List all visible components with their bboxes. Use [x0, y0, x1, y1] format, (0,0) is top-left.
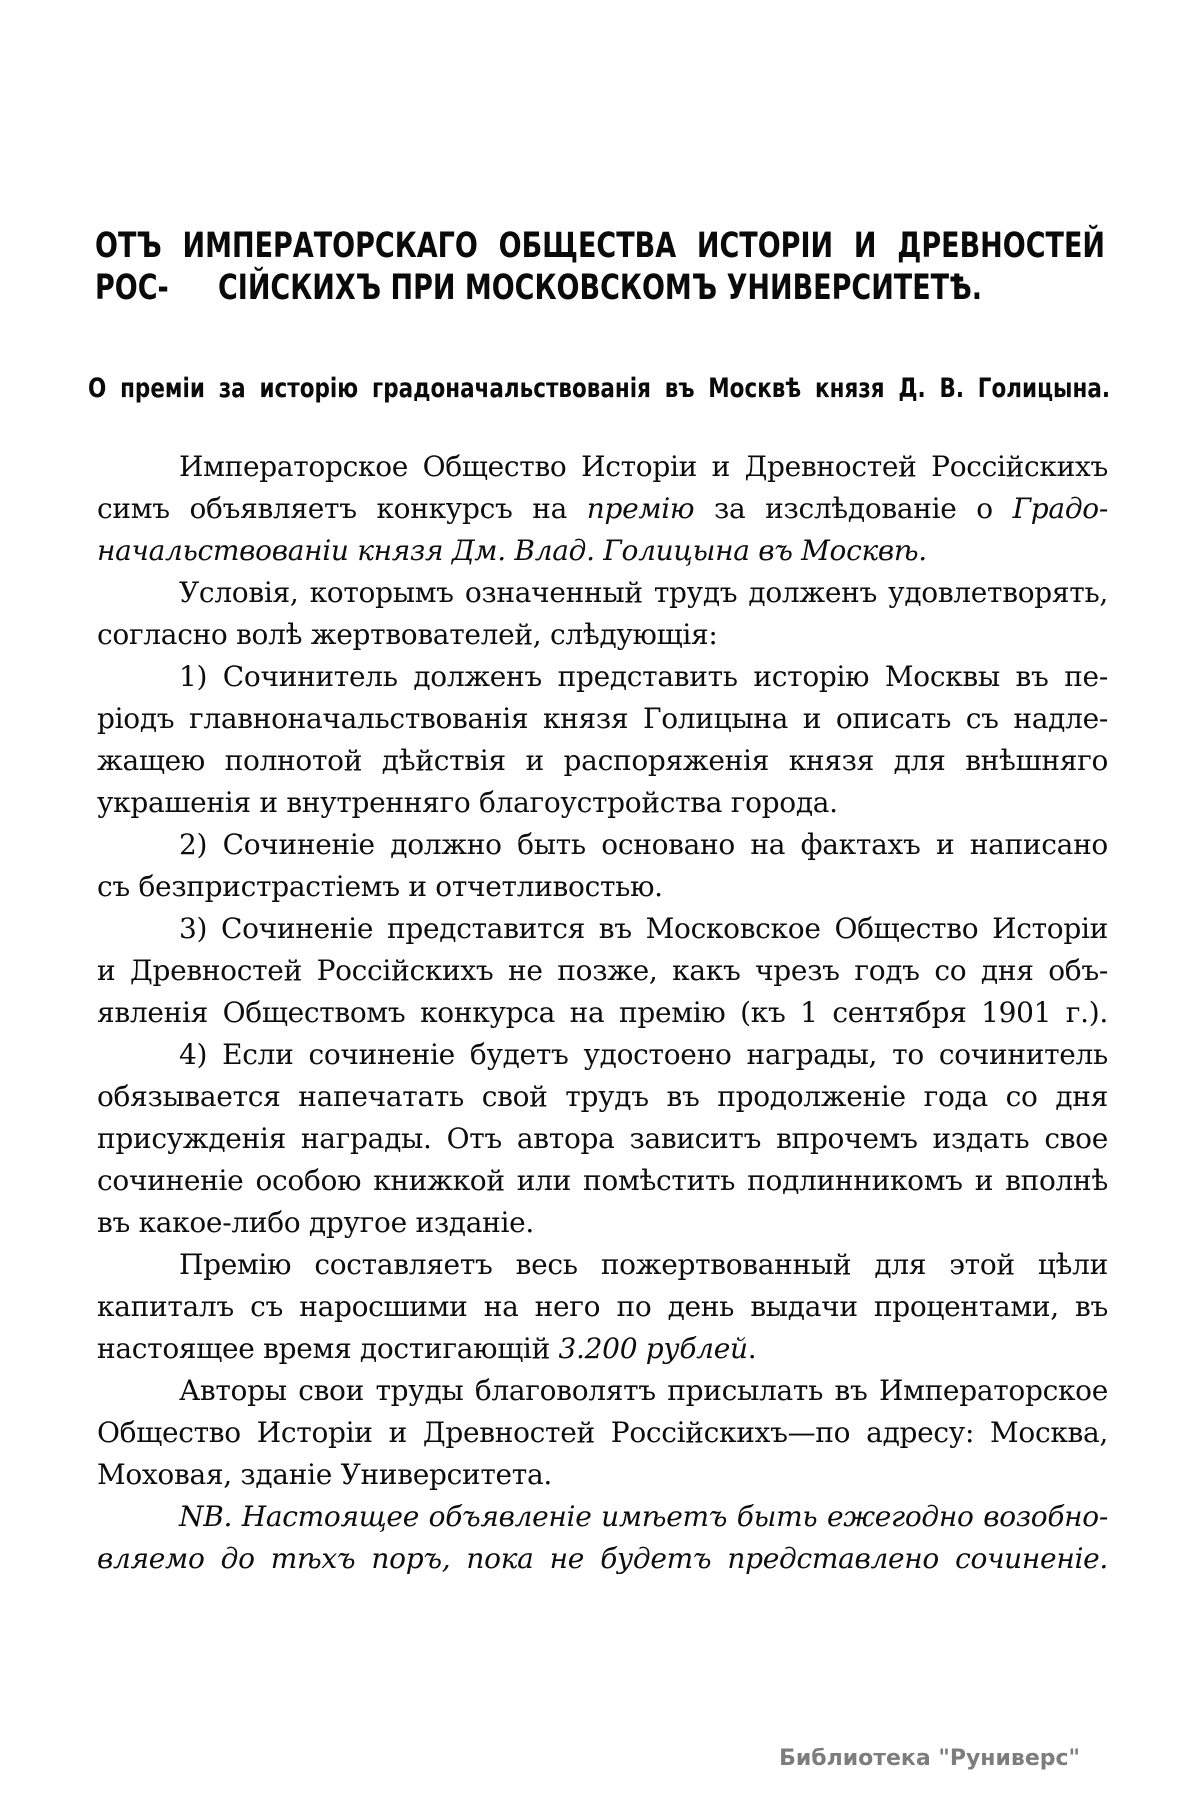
text-run: Императорское Общество Исторіи и Древностей Россійскихъ — [179, 450, 1108, 483]
text-run: присужденія награды. Отъ автора зависитъ впрочемъ издать свое — [97, 1122, 1108, 1155]
text-line — [97, 1118, 1108, 1160]
text-line — [97, 1370, 1108, 1412]
paragraph — [97, 1034, 1108, 1244]
text-run: въ какое-либо другое изданіе. — [97, 1206, 535, 1239]
document-subtitle: О преміи за исторію градоначальствованія въ Москвѣ князя Д. В. Голицына. — [88, 374, 1110, 405]
text-line — [97, 530, 1108, 572]
text-run: симъ объявляетъ конкурсъ на — [97, 492, 587, 525]
text-line — [97, 656, 1108, 698]
text-line — [97, 698, 1108, 740]
text-line — [97, 446, 1108, 488]
text-run: Общество Исторіи и Древностей Россійскихъ—по адресу: Москва, — [97, 1416, 1108, 1449]
text-line — [97, 824, 1108, 866]
paragraph — [97, 572, 1108, 656]
text-run: . — [747, 1332, 757, 1365]
text-line — [97, 1454, 1108, 1496]
text-line — [97, 1244, 1108, 1286]
text-run: Моховая, зданіе Университета. — [97, 1458, 552, 1491]
text-line — [97, 1538, 1108, 1580]
text-run: 1) Сочинитель долженъ представить исторію Москвы въ пе- — [179, 660, 1108, 693]
paragraph — [97, 1370, 1108, 1496]
text-line — [97, 740, 1108, 782]
italic-text-run: 3.200 рублей — [558, 1332, 748, 1365]
text-line — [97, 572, 1108, 614]
paragraph — [97, 908, 1108, 1034]
text-run: капиталъ съ наросшими на него по день выдачи процентами, въ — [97, 1290, 1108, 1323]
text-line — [97, 1412, 1108, 1454]
text-line — [97, 782, 1108, 824]
italic-text-run: Градо- — [1012, 492, 1108, 525]
text-line — [97, 614, 1108, 656]
document-title-line-2: СІЙСКИХЪ ПРИ МОСКОВСКОМЪ УНИВЕРСИТЕТѢ. — [217, 268, 983, 309]
text-run: ріодъ главноначальствованія князя Голицына и описать съ надле- — [97, 702, 1108, 735]
paragraph — [97, 1496, 1108, 1580]
text-line — [97, 1328, 1108, 1370]
text-run: Условія, которымъ означенный трудъ долженъ удовлетворять, — [179, 576, 1108, 609]
italic-text-run: NB. Настоящее объявленіе имѣетъ быть ежегодно возобно- — [179, 1500, 1108, 1533]
text-run: украшенія и внутренняго благоустройства города. — [97, 786, 838, 819]
italic-text-run: премію — [586, 492, 695, 525]
text-line — [97, 992, 1108, 1034]
text-line — [97, 1034, 1108, 1076]
text-line — [97, 1160, 1108, 1202]
text-run: жащею полнотой дѣйствія и распоряженія князя для внѣшняго — [97, 744, 1108, 777]
text-run: Премію составляетъ весь пожертвованный для этой цѣли — [179, 1248, 1108, 1281]
text-run: 2) Сочиненіе должно быть основано на фактахъ и написано — [179, 828, 1108, 861]
paragraph — [97, 824, 1108, 908]
text-run: обязывается напечатать свой трудъ въ продолженіе года со дня — [97, 1080, 1108, 1113]
text-run: 3) Сочиненіе представится въ Московское Общество Исторіи — [179, 912, 1108, 945]
text-run: за изслѣдованіе о — [694, 492, 1013, 525]
text-run: Авторы свои труды благоволятъ присылать въ Императорское — [179, 1374, 1108, 1407]
text-line — [97, 1496, 1108, 1538]
text-line — [97, 1202, 1108, 1244]
paragraph — [97, 656, 1108, 824]
text-line — [97, 488, 1108, 530]
document-title-line-1: ОТЪ ИМПЕРАТОРСКАГО ОБЩЕСТВА ИСТОРІИ И ДРЕВНОСТЕЙ РОС- — [95, 226, 1105, 308]
library-watermark: Библиотека "Руниверс" — [779, 1746, 1080, 1771]
text-run: настоящее время достигающій — [97, 1332, 559, 1365]
text-run: согласно волѣ жертвователей, слѣдующія: — [97, 618, 718, 651]
text-line — [97, 950, 1108, 992]
document-body — [97, 446, 1108, 1580]
paragraph — [97, 1244, 1108, 1370]
text-run: съ безпристрастіемъ и отчетливостью. — [97, 870, 663, 903]
paragraph — [97, 446, 1108, 572]
text-run: явленія Обществомъ конкурса на премію (къ 1 сентября 1901 г.). — [97, 996, 1108, 1029]
italic-text-run: вляемо до тѣхъ поръ, пока не будетъ представлено сочиненіе. — [97, 1542, 1108, 1575]
text-line — [97, 908, 1108, 950]
text-run: сочиненіе особою книжкой или помѣстить подлинникомъ и вполнѣ — [97, 1164, 1108, 1197]
text-line — [97, 1076, 1108, 1118]
text-line — [97, 866, 1108, 908]
italic-text-run: начальствованіи князя Дм. Влад. Голицына въ Москвѣ. — [97, 534, 927, 567]
text-run: и Древностей Россійскихъ не позже, какъ чрезъ годъ со дня объ- — [97, 954, 1108, 987]
text-run: 4) Если сочиненіе будетъ удостоено награды, то сочинитель — [179, 1038, 1108, 1071]
text-line — [97, 1286, 1108, 1328]
